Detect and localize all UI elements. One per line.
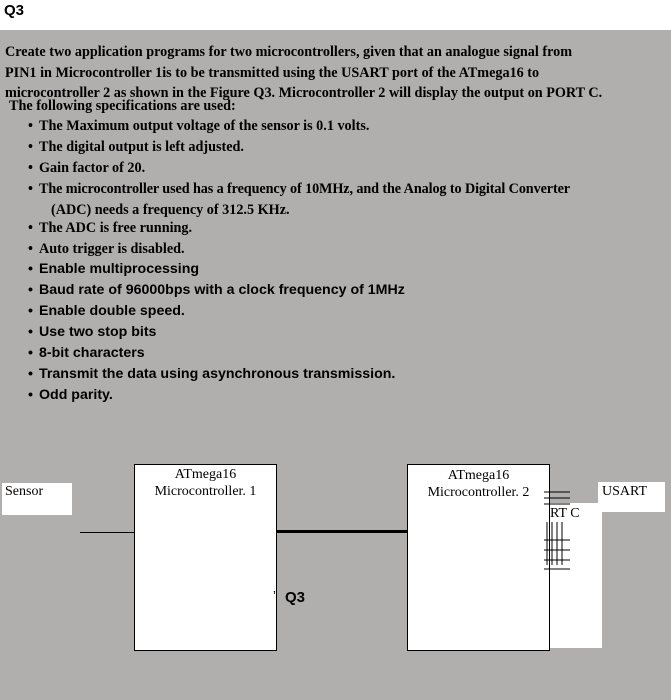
intro-line: microcontroller 2 as shown in the Figure Q3. Microcontroller 2 will display the output on PORT C. — [5, 85, 603, 101]
spec-text: The digital output is left adjusted. — [39, 139, 244, 155]
mcu2-name: Microcontroller. 2 — [427, 485, 530, 500]
intro-line: PIN1 in Microcontroller 1is to be transmitted using the USART port of the ATmega16 to — [5, 64, 540, 81]
caption-mark: ’ — [273, 588, 276, 603]
spec-text: The ADC is free running. — [39, 220, 193, 236]
bullet-icon: • — [28, 324, 33, 340]
spec-item — [28, 387, 113, 403]
spec-continuation: (ADC) needs a frequency of 312.5 KHz. — [51, 202, 290, 218]
spec-item — [28, 282, 405, 298]
spec-item — [28, 324, 156, 340]
spec-text: Auto trigger is disabled. — [39, 241, 185, 257]
microcontroller-2-label — [407, 467, 550, 501]
bullet-icon: • — [28, 303, 33, 319]
spec-item — [28, 220, 192, 237]
microcontroller-1-label — [134, 466, 277, 500]
intro-line: Create two application programs for two microcontrollers, given that an analogue signal from — [5, 44, 573, 60]
usart-box — [598, 482, 665, 512]
spec-text: Use two stop bits — [39, 324, 157, 340]
bullet-icon: • — [28, 387, 33, 403]
spec-item — [28, 118, 369, 135]
spec-item — [28, 139, 244, 156]
spec-text: Odd parity. — [39, 387, 113, 403]
sensor-label: Sensor — [5, 484, 44, 499]
usart-label: USART — [602, 484, 648, 499]
bullet-icon: • — [28, 366, 33, 382]
spec-item — [28, 366, 395, 382]
bullet-icon: • — [28, 139, 33, 155]
bullet-icon: • — [28, 118, 33, 134]
sensor-box — [2, 483, 72, 515]
question-number: Q3 — [4, 2, 25, 19]
usart-link-wire — [277, 530, 407, 533]
spec-item — [28, 181, 570, 198]
bullet-icon: • — [28, 160, 33, 176]
spec-item — [28, 345, 145, 361]
bullet-icon: • — [28, 181, 33, 197]
spec-intro: The following specifications are used: — [9, 98, 236, 114]
bullet-icon: • — [28, 220, 33, 236]
spec-text: The microcontroller used has a frequency of 10MHz, and the Analog to Digital Converter — [39, 181, 571, 197]
spec-text: Enable double speed. — [39, 303, 185, 319]
port-c-label: RT C — [550, 506, 580, 521]
figure-caption: Q3 — [285, 589, 306, 606]
spec-text: Gain factor of 20. — [39, 160, 146, 176]
port-pin-lines — [540, 485, 580, 575]
spec-item — [28, 261, 199, 277]
bullet-icon: • — [28, 345, 33, 361]
spec-text: Transmit the data using asynchronous transmission. — [39, 366, 396, 382]
spec-text: Enable multiprocessing — [39, 261, 200, 277]
spec-text: The Maximum output voltage of the sensor is 0.1 volts. — [39, 118, 370, 134]
bullet-icon: • — [28, 241, 33, 257]
spec-item — [28, 160, 145, 177]
bullet-icon: • — [28, 261, 33, 277]
question-intro — [5, 42, 666, 104]
bullet-icon: • — [28, 282, 33, 298]
mcu2-model: ATmega16 — [447, 468, 510, 483]
mcu1-name: Microcontroller. 1 — [154, 484, 257, 499]
spec-text: Baud rate of 96000bps with a clock frequency of 1MHz — [39, 282, 405, 298]
header-band — [0, 0, 671, 30]
spec-item — [28, 241, 185, 258]
spec-text: 8-bit characters — [39, 345, 145, 361]
mcu1-model: ATmega16 — [174, 467, 237, 482]
spec-item — [28, 303, 185, 319]
